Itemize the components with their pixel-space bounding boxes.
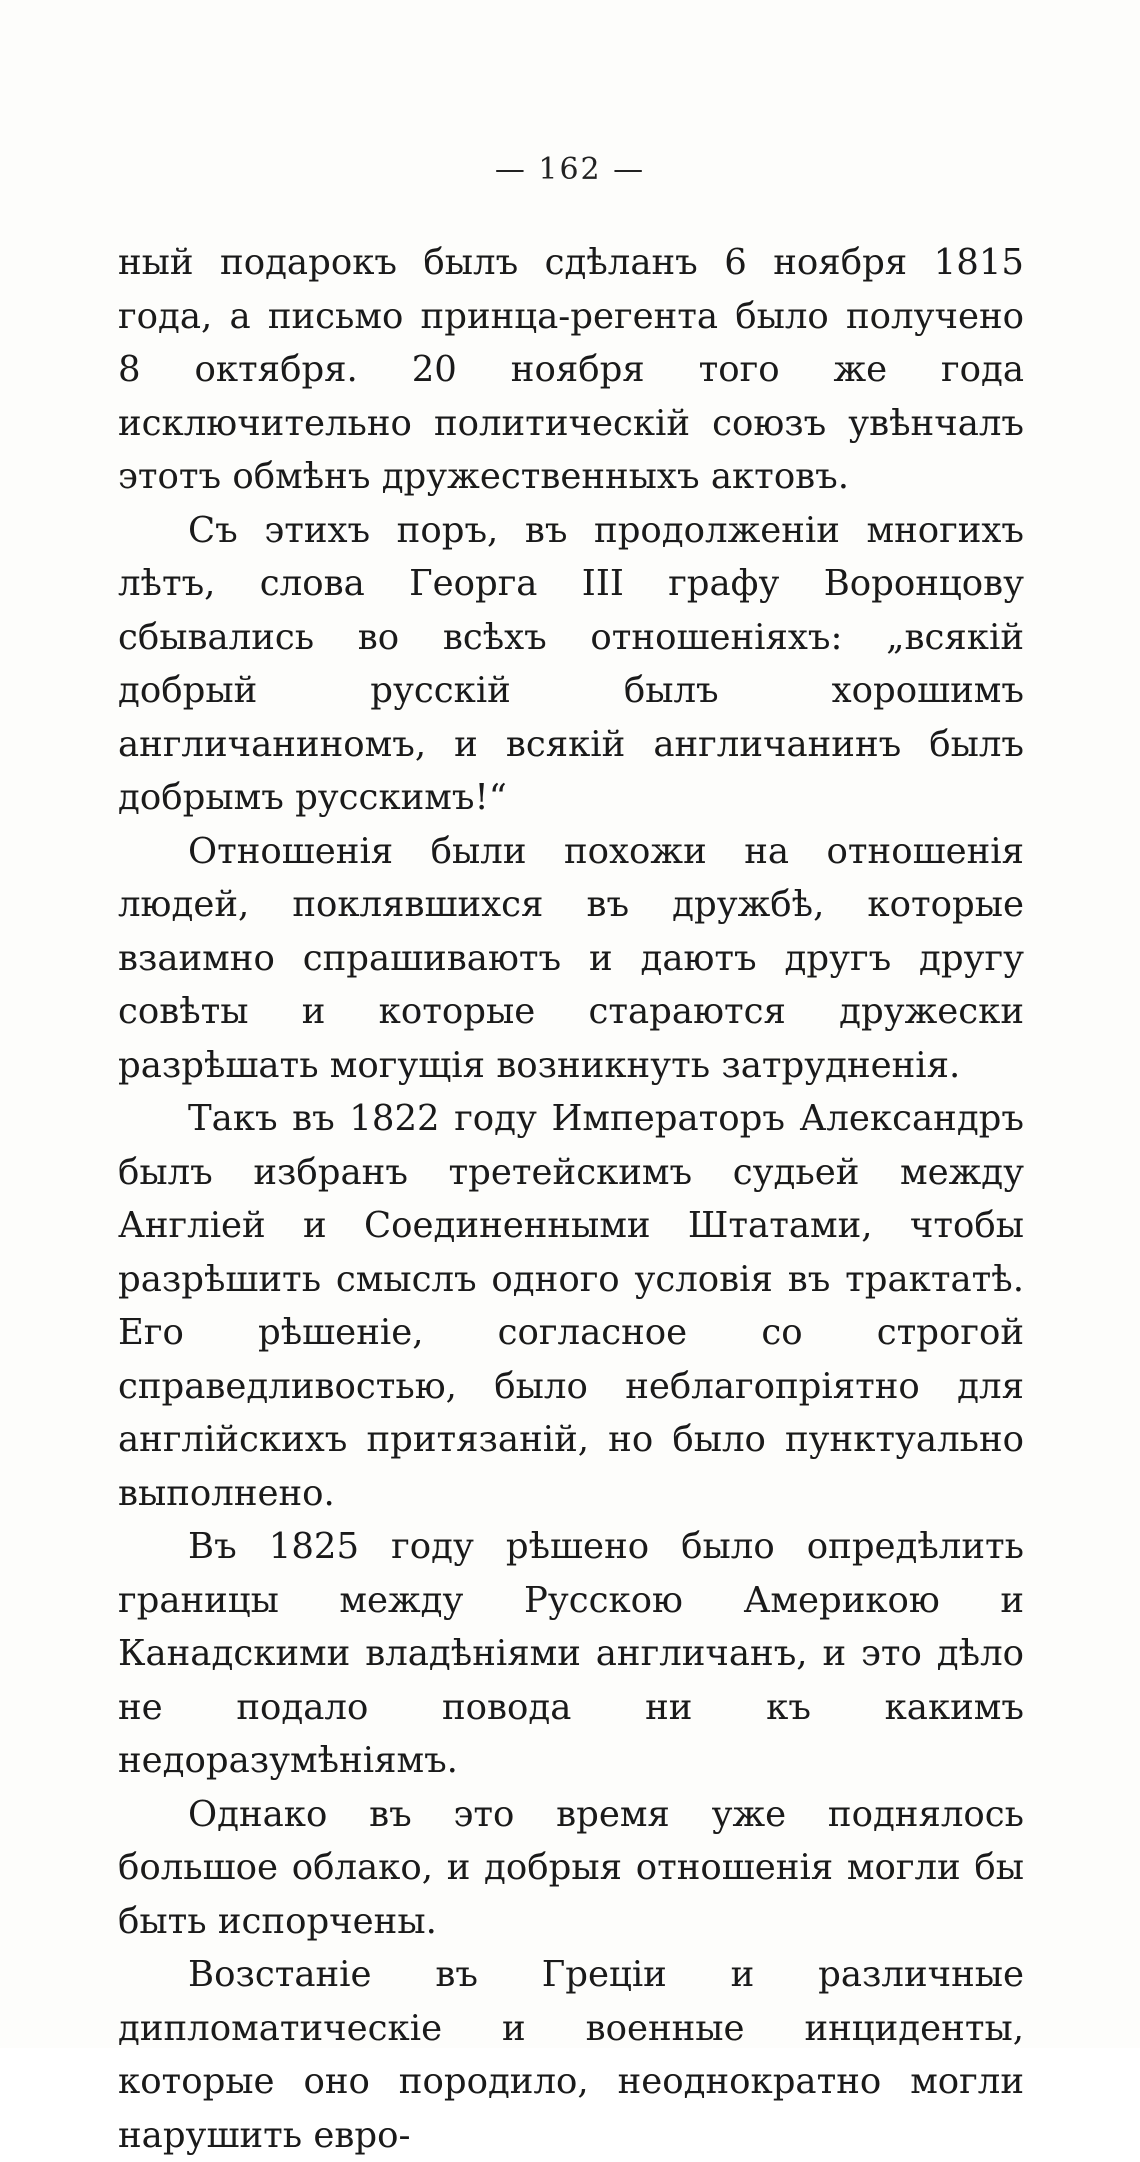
paragraph-6: Однако въ это время уже поднялось большое облако, и добрыя отношенія могли бы быть испорчены. xyxy=(118,1793,1024,1942)
body-text xyxy=(118,236,1024,2162)
paragraph-7: Возстаніе въ Греціи и различные дипломатическіе и военные инциденты, которые оно породило, неоднократно могли нарушить евро- xyxy=(118,1954,1024,2156)
paragraph-2: Съ этихъ поръ, въ продолженіи многихъ лѣтъ, слова Георга III графу Воронцову сбывались во всѣхъ отношеніяхъ: „всякій добрый русскій былъ хорошимъ англичаниномъ, и всякій англичанинъ былъ добрымъ русскимъ!“ xyxy=(118,509,1024,818)
paragraph-4: Такъ въ 1822 году Императоръ Александръ былъ избранъ третейскимъ судьей между Англіей и Соединенными Штатами, чтобы разрѣшить смыслъ одного условія въ трактатѣ. Его рѣшеніе, согласное со строгой справедливостью, было неблагопріятно для англійскихъ притязаній, но было пунктуально выполнено. xyxy=(118,1098,1024,1514)
page-number: — 162 — xyxy=(494,152,646,187)
paragraph-3: Отношенія были похожи на отношенія людей, поклявшихся въ дружбѣ, которые взаимно спрашиваютъ и даютъ другъ другу совѣты и которые стараются дружески разрѣшать могущія возникнуть затрудненія. xyxy=(118,830,1024,1086)
paragraph-1: ный подарокъ былъ сдѣланъ 6 ноября 1815 года, а письмо принца-регента было получено 8 октября. 20 ноября того же года исключительно политическій союзъ увѣнчалъ этотъ обмѣнъ дружественныхъ актовъ. xyxy=(118,242,1024,497)
paragraph-5: Въ 1825 году рѣшено было опредѣлить границы между Русскою Америкою и Канадскими владѣніями англичанъ, и это дѣло не подало повода ни къ какимъ недоразумѣніямъ. xyxy=(118,1526,1024,1781)
